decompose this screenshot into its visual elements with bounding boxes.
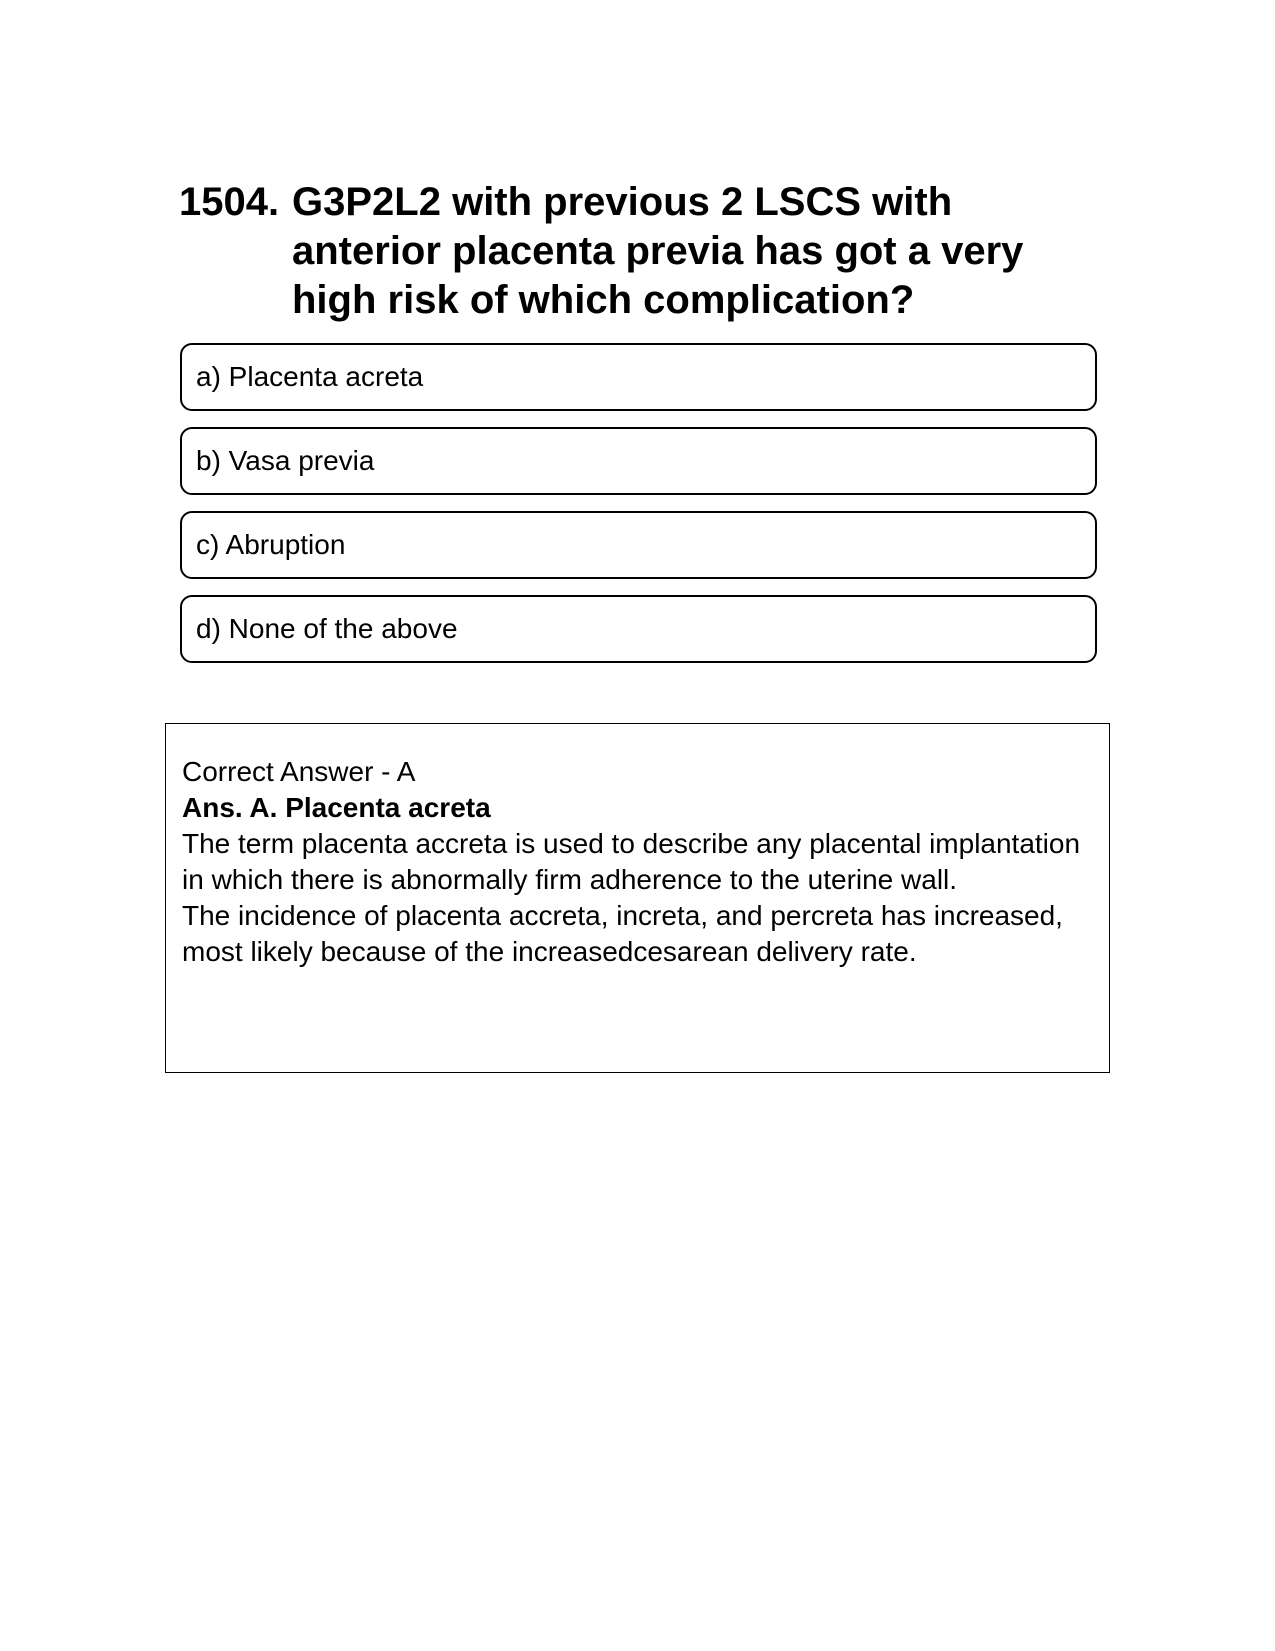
explanation-paragraph-2: The incidence of placenta accreta, increta, and percreta has increased, most likely because of the increasedcesarean delivery rate. [182,900,1063,967]
correct-answer-line: Correct Answer - A [182,756,416,787]
option-c[interactable]: c) Abruption [180,511,1097,579]
options-list [180,343,1097,679]
question-number: 1504. [179,180,280,224]
answer-explanation-box [165,723,1110,1073]
option-a[interactable]: a) Placenta acreta [180,343,1097,411]
explanation-paragraph-1: The term placenta accreta is used to describe any placental implantation in which there is abnormally firm adherence to the uterine wall. [182,828,1081,895]
option-d[interactable]: d) None of the above [180,595,1097,663]
answer-heading: Ans. A. Placenta acreta [182,792,491,823]
option-b[interactable]: b) Vasa previa [180,427,1097,495]
question-heading [179,178,1079,325]
question-text: G3P2L2 with previous 2 LSCS with anterior placenta previa has got a very high risk of which complication? [292,180,1024,322]
